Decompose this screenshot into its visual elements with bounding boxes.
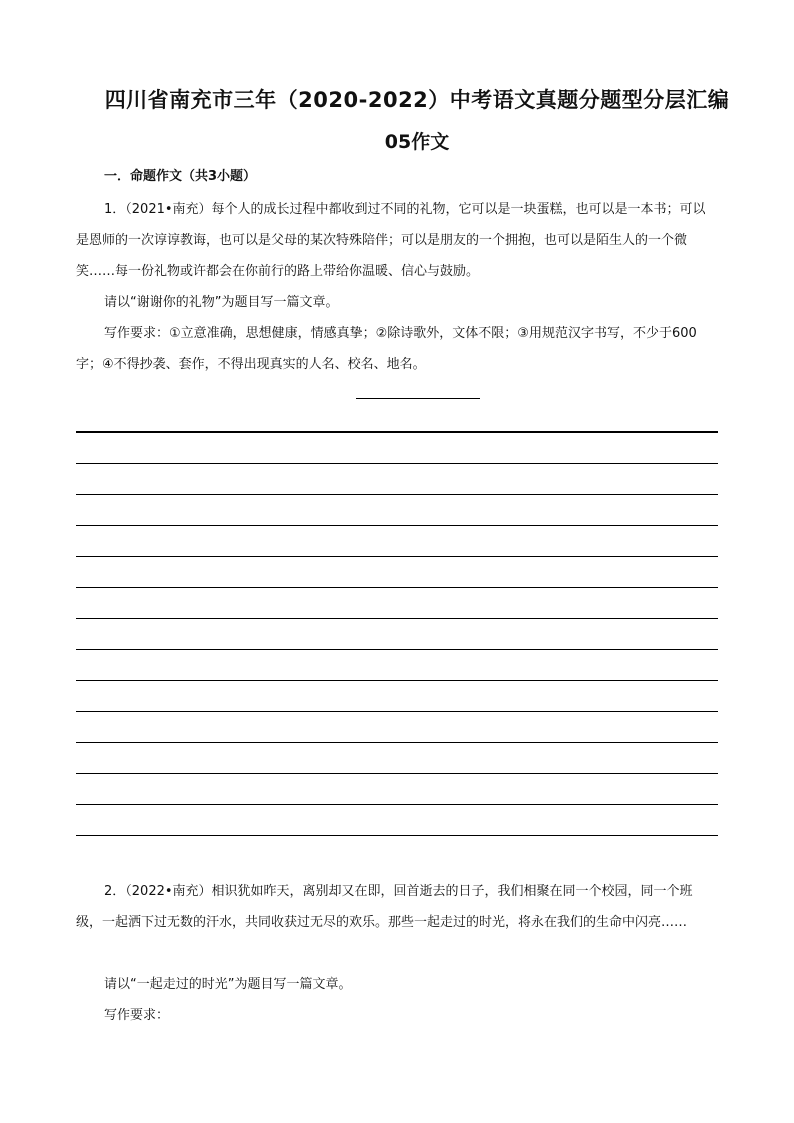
question-1-prompt: 请以“谢谢你的礼物”为题目写一篇文章。 — [104, 295, 339, 310]
title-blank-line — [356, 398, 480, 399]
answer-line — [76, 804, 718, 835]
question-1-requirements: 写作要求：①立意准确，思想健康，情感真挚；②除诗歌外，文体不限；③用规范汉字书写，不少于600字；④不得抄袭、套作，不得出现真实的人名、校名、地名。 — [76, 326, 697, 372]
answer-line — [76, 463, 718, 494]
answer-line — [76, 587, 718, 618]
document-subtitle: 05作文 — [384, 131, 450, 153]
question-2-prompt: 请以“一起走过的时光”为题目写一篇文章。 — [104, 977, 352, 992]
answer-line — [76, 680, 718, 711]
answer-line — [76, 525, 718, 556]
answer-line — [76, 432, 718, 463]
document-title: 四川省南充市三年（2020-2022）中考语文真题分题型分层汇编 — [104, 88, 730, 112]
section-heading: 一．命题作文（共3小题） — [104, 169, 257, 184]
answer-line — [76, 773, 718, 804]
answer-line — [76, 494, 718, 525]
question-2-requirements: 写作要求： — [104, 1008, 170, 1023]
answer-line — [76, 835, 718, 866]
answer-line — [76, 649, 718, 680]
question-2-text: 2．（2022•南充）相识犹如昨天，离别却又在即，回首逝去的日子，我们相聚在同一个校园，同一个班级，一起洒下过无数的汗水，共同收获过无尽的欢乐。那些一起走过的时光，将永在我们的生命中闪亮…… — [76, 884, 693, 930]
answer-line — [76, 711, 718, 742]
answer-line — [76, 618, 718, 649]
answer-line — [76, 742, 718, 773]
question-1-text: 1．（2021•南充）每个人的成长过程中都收到过不同的礼物，它可以是一块蛋糕，也可以是一本书；可以是恩师的一次谆谆教诲，也可以是父母的某次特殊陪伴；可以是朋友的一个拥抱，也可以是陌生人的一个微笑……每一份礼物或许都会在你前行的路上带给你温暖、信心与鼓励。 — [76, 202, 706, 279]
answer-line — [76, 556, 718, 587]
answer-lines — [76, 431, 718, 866]
